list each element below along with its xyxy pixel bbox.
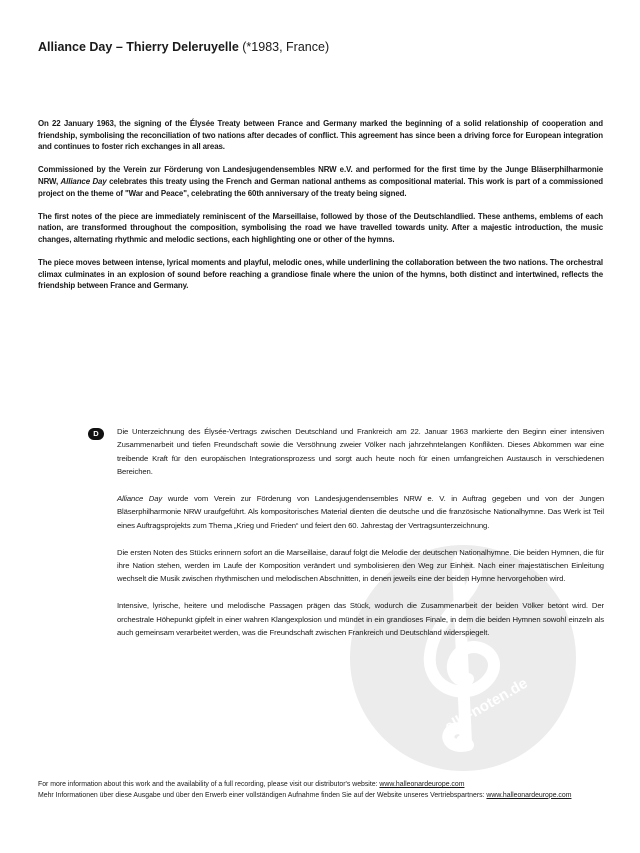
footer-german (38, 791, 603, 802)
german-paragraph (117, 599, 604, 639)
german-paragraph (117, 425, 604, 479)
text: wurde vom Verein zur Förderung von Landesjugendensembles NRW e. V. in Auftrag gegeben und von der Jungen Bläserphilharmonie NRW uraufgeführt. Als kompositorisches Material dienten die deutsche und die französische Nationalhymne. Das Werk ist Teil eines Auftragsprojekts zum Thema „Krieg und Frieden“ und feiert den 60. Jahrestag der Vertragsunterzeichnung. (117, 494, 605, 530)
english-paragraph (38, 211, 603, 246)
title-main: Alliance Day – Thierry Deleruyelle (38, 40, 239, 54)
language-badge-de: D (88, 428, 104, 440)
text: The first notes of the piece are immediately reminiscent of the Marseillaise, followed by those of the Deutschlandlied. These anthems, emblems of each nation, are transformed throughout the composition, symbolising the road we have travelled towards unity. After a majestic introduction, the music changes, alternating rhythmic and melodic sections, each highlighting one or other of the hymns. (38, 211, 603, 244)
text: Die ersten Noten des Stücks erinnern sofort an die Marseillaise, darauf folgt die Melodie der deutschen Nationalhymne. Die beiden Hymnen, die für ihre Nation stehen, werden im Laufe der Komposition verändert und symbolisieren den Weg zur Einheit. Nach einer majestätischen Einleitung wechselt die Musik zwischen rhythmischen und melodischen Abschnitten, in denen jeweils eine der beiden Hymne hervorgehoben wird. (117, 547, 604, 584)
english-paragraph (38, 118, 603, 153)
page-title (38, 40, 329, 54)
text: Die Unterzeichnung des Élysée-Vertrags zwischen Deutschland und Frankreich am 22. Januar 1963 markierte den Beginn einer intensiven Zusammenarbeit und tiefen Freundschaft sowie die Versöhnung zweier Völker nach jahrzehntelangen Konflikten. Dieses Abkommen war eine treibende Kraft für den europäischen Integrationsprozess und sorgt auch heute noch für einen umfangreichen Austausch in verschiedenen Bereichen. (117, 427, 604, 477)
text: For more information about this work and the availability of a full recording, please visit our distributor's website: (38, 781, 380, 788)
text: celebrates this treaty using the French and German national anthems as compositional material. This work is part of a commissioned project on the theme of "War and Peace", celebrating the 60th anniversary of the treaty being signed. (38, 176, 604, 198)
footer-english (38, 780, 603, 791)
distributor-link[interactable]: www.halleonardeurope.com (486, 791, 572, 799)
watermark-text: alle-noten.de (442, 674, 531, 736)
distributor-link[interactable]: www.halleonardeurope.com (379, 781, 465, 788)
german-description (117, 425, 604, 653)
german-paragraph (117, 546, 604, 586)
english-paragraph (38, 164, 603, 199)
italic-text: Alliance Day (117, 494, 163, 504)
text: On 22 January 1963, the signing of the Élysée Treaty between France and Germany marked the beginning of a solid relationship of cooperation and friendship, symbolising the reconciliation of two nations after decades of conflict. This agreement has since been a driving force for European integration and continues to foster rich exchanges in all areas. (38, 119, 603, 152)
english-paragraph (38, 257, 603, 292)
german-paragraph (117, 492, 604, 532)
title-subtitle: (*1983, France) (238, 40, 330, 54)
text: Intensive, lyrische, heitere und melodische Passagen prägen das Stück, wodurch die Zusammenarbeit der beiden Völker betont wird. Der orchestrale Höhepunkt gipfelt in einer wahren Klangexplosion und mündet in ein grandioses Finale, in dem die beiden Hymnen sowohl einzeln als auch gemeinsam verarbeitet werden, was die Freundschaft zwischen Frankreich und Deutschland widerspiegelt. (117, 601, 604, 638)
english-description (38, 118, 603, 304)
text: The piece moves between intense, lyrical moments and playful, melodic ones, while underlining the collaboration between the two nations. The orchestral climax culminates in an explosion of sound before reaching a grandiose finale where the union of the hymns, both distinct and intertwined, reflects the friendship between France and Germany. (38, 258, 603, 291)
text: Mehr Informationen über diese Ausgabe und über den Erwerb einer vollständigen Aufnahme finden Sie auf der Website unseres Vertriebspartners: (38, 791, 487, 799)
footer (38, 780, 603, 802)
text: Commissioned by the Verein zur Förderung von Landesjugendensembles NRW e.V. and performed for the first time by the Junge Bläserphilharmonie NRW, (38, 165, 603, 186)
italic-text: Alliance Day (60, 176, 107, 186)
